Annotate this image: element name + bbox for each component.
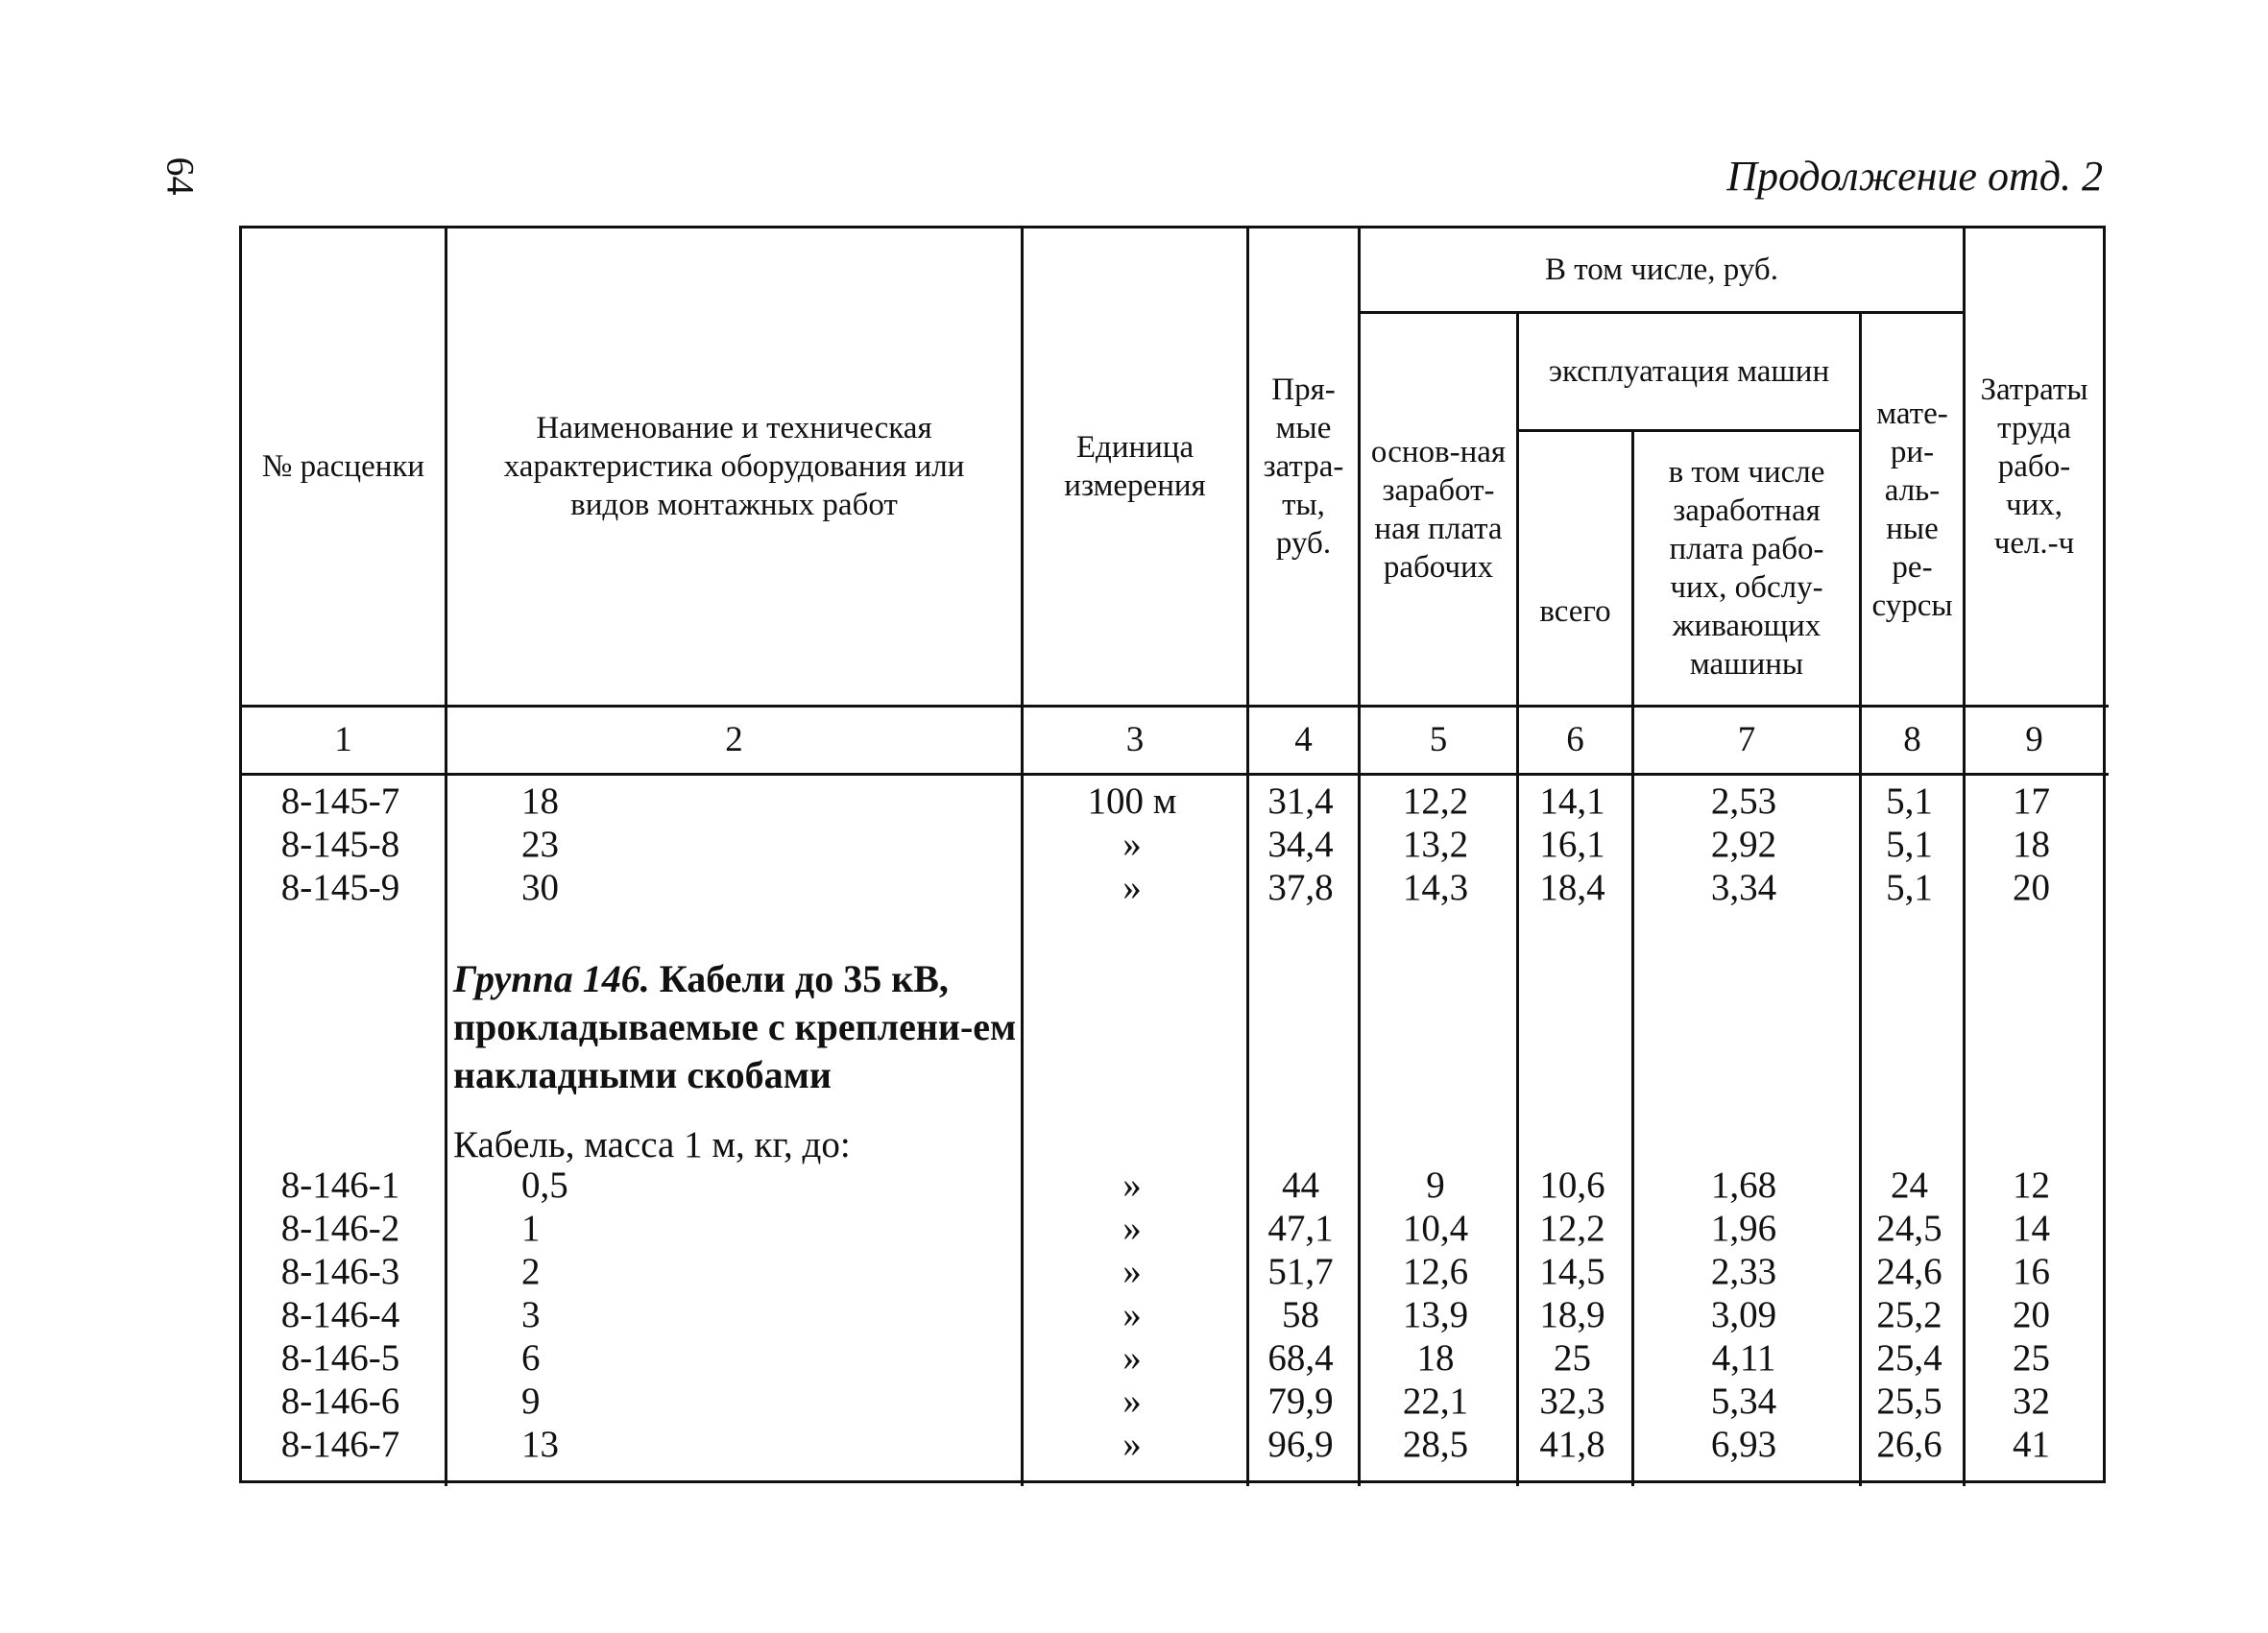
cell-code: 8-146-3 [280, 1251, 400, 1292]
cell-name: 13 [521, 1424, 559, 1465]
cell-wages: 9 [1426, 1165, 1445, 1206]
cell-labor: 16 [2013, 1251, 2050, 1292]
cell-wages: 10,4 [1402, 1208, 1469, 1249]
cell-wages: 28,5 [1402, 1424, 1469, 1465]
cell-name: 23 [521, 824, 559, 865]
header-including: В том числе, руб. [1545, 252, 1778, 287]
cell-materials: 5,1 [1886, 824, 1933, 865]
cell-unit: » [1122, 1251, 1142, 1292]
col-number-5: 5 [1429, 720, 1448, 759]
cell-mach-total: 14,5 [1539, 1251, 1605, 1292]
cell-labor: 20 [2013, 867, 2050, 908]
cell-direct: 34,4 [1267, 824, 1334, 865]
header-machines: эксплуатация машин [1548, 354, 1830, 389]
cell-direct: 31,4 [1267, 780, 1334, 822]
cell-direct: 37,8 [1267, 867, 1334, 908]
cell-mach-wages: 1,68 [1710, 1165, 1777, 1206]
cell-materials: 5,1 [1886, 780, 1933, 822]
cell-mach-wages: 2,53 [1710, 780, 1777, 822]
cell-mach-total: 12,2 [1539, 1208, 1605, 1249]
cell-name: 30 [521, 867, 559, 908]
header-code: № расценки [261, 449, 425, 484]
cell-unit: » [1122, 824, 1142, 865]
cell-mach-wages: 5,34 [1710, 1381, 1777, 1422]
cell-wages: 22,1 [1402, 1381, 1469, 1422]
header-machines-total: всего [1539, 594, 1611, 629]
cell-mach-total: 16,1 [1539, 824, 1605, 865]
col-number-6: 6 [1566, 720, 1584, 759]
col-number-3: 3 [1125, 720, 1145, 759]
cell-mach-wages: 6,93 [1710, 1424, 1777, 1465]
cell-mach-total: 25 [1554, 1337, 1591, 1379]
header-machines-wages: в том числе заработная плата рабо-чих, обслу-живающих машины [1668, 455, 1825, 682]
cell-direct: 96,9 [1267, 1424, 1334, 1465]
cell-code: 8-146-4 [280, 1294, 400, 1335]
cell-mach-wages: 2,33 [1710, 1251, 1777, 1292]
col-number-4: 4 [1294, 720, 1313, 759]
table-rule [1358, 311, 1963, 314]
cell-mach-total: 32,3 [1539, 1381, 1605, 1422]
cell-direct: 51,7 [1267, 1251, 1334, 1292]
header-unit: Единица измерения [1064, 430, 1206, 503]
cell-wages: 13,2 [1402, 824, 1469, 865]
cell-unit: » [1122, 867, 1142, 908]
cell-mach-wages: 3,09 [1710, 1294, 1777, 1335]
page-number: 64 [158, 156, 203, 196]
cell-code: 8-146-1 [280, 1165, 400, 1206]
cell-unit: » [1122, 1208, 1142, 1249]
table-rule [1516, 429, 1859, 432]
cell-materials: 26,6 [1876, 1424, 1942, 1465]
cell-code: 8-146-6 [280, 1381, 400, 1422]
cell-wages: 13,9 [1402, 1294, 1469, 1335]
cell-code: 8-145-7 [280, 780, 400, 822]
cell-direct: 44 [1282, 1165, 1319, 1206]
table-rule [445, 228, 447, 1486]
cell-name: 3 [521, 1294, 541, 1335]
cell-name: 0,5 [521, 1165, 568, 1206]
col-number-9: 9 [2025, 720, 2043, 759]
group-prefix: Группа 146. [453, 957, 650, 1000]
table-rule [242, 773, 2109, 776]
col-number-1: 1 [334, 720, 352, 759]
cell-labor: 25 [2013, 1337, 2050, 1379]
cell-wages: 18 [1416, 1337, 1455, 1379]
cell-labor: 32 [2013, 1381, 2050, 1422]
cell-code: 8-145-9 [280, 867, 400, 908]
col-number-7: 7 [1737, 720, 1756, 759]
header-labor: Затраты труда рабо-чих, чел.-ч [1980, 372, 2088, 561]
cell-name: 18 [521, 780, 559, 822]
cell-unit: » [1122, 1165, 1142, 1206]
cell-mach-wages: 2,92 [1710, 824, 1777, 865]
cell-wages: 12,2 [1402, 780, 1469, 822]
cell-materials: 25,4 [1876, 1337, 1942, 1379]
cell-code: 8-146-7 [280, 1424, 400, 1465]
cell-code: 8-146-5 [280, 1337, 400, 1379]
cell-mach-total: 41,8 [1539, 1424, 1605, 1465]
group-title: Кабели до 35 кВ, прокладываемые с креплени-ем накладными скобами [453, 957, 1017, 1096]
cell-materials: 25,5 [1876, 1381, 1942, 1422]
continuation-label: Продолжение отд. 2 [1726, 153, 2103, 200]
cell-mach-wages: 1,96 [1710, 1208, 1777, 1249]
cell-materials: 24 [1891, 1165, 1928, 1206]
cell-materials: 25,2 [1876, 1294, 1942, 1335]
header-base-wages: основ-ная заработ-ная плата рабочих [1370, 434, 1507, 585]
cell-direct: 58 [1282, 1294, 1319, 1335]
cell-mach-total: 10,6 [1539, 1165, 1605, 1206]
cell-materials: 24,5 [1876, 1208, 1942, 1249]
cell-unit: » [1122, 1337, 1142, 1379]
cell-materials: 24,6 [1876, 1251, 1942, 1292]
col-number-8: 8 [1903, 720, 1921, 759]
header-name: Наименование и техническая характеристика оборудования или видов монтажных работ [503, 411, 965, 522]
cell-labor: 18 [2013, 824, 2050, 865]
cell-mach-wages: 3,34 [1710, 867, 1777, 908]
group-heading [453, 955, 1020, 1099]
cell-name: 1 [521, 1208, 541, 1249]
col-number-2: 2 [725, 720, 743, 759]
cell-name: 9 [521, 1381, 541, 1422]
cell-unit: » [1122, 1294, 1142, 1335]
cell-materials: 5,1 [1886, 867, 1933, 908]
cell-mach-total: 14,1 [1539, 780, 1605, 822]
cell-labor: 17 [2013, 780, 2050, 822]
cell-wages: 14,3 [1402, 867, 1469, 908]
cell-wages: 12,6 [1402, 1251, 1469, 1292]
cell-unit: » [1122, 1381, 1142, 1422]
cell-unit: » [1122, 1424, 1142, 1465]
cell-name: 2 [521, 1251, 541, 1292]
cell-labor: 20 [2013, 1294, 2050, 1335]
cell-direct: 68,4 [1267, 1337, 1334, 1379]
cell-mach-total: 18,9 [1539, 1294, 1605, 1335]
cell-labor: 14 [2013, 1208, 2050, 1249]
header-materials: мате-ри-аль-ные ре-сурсы [1871, 396, 1953, 623]
header-direct-costs: Пря-мые затра-ты, руб. [1263, 372, 1344, 561]
cell-mach-total: 18,4 [1539, 867, 1605, 908]
table-rule [242, 705, 2109, 708]
cell-unit: 100 м [1087, 780, 1177, 822]
group-subheading: Кабель, масса 1 м, кг, до: [453, 1124, 851, 1165]
cell-code: 8-146-2 [280, 1208, 400, 1249]
cell-labor: 12 [2013, 1165, 2050, 1206]
cell-name: 6 [521, 1337, 541, 1379]
cell-mach-wages: 4,11 [1711, 1337, 1776, 1379]
cell-direct: 79,9 [1267, 1381, 1334, 1422]
cell-direct: 47,1 [1267, 1208, 1334, 1249]
cell-labor: 41 [2013, 1424, 2050, 1465]
cell-code: 8-145-8 [280, 824, 400, 865]
